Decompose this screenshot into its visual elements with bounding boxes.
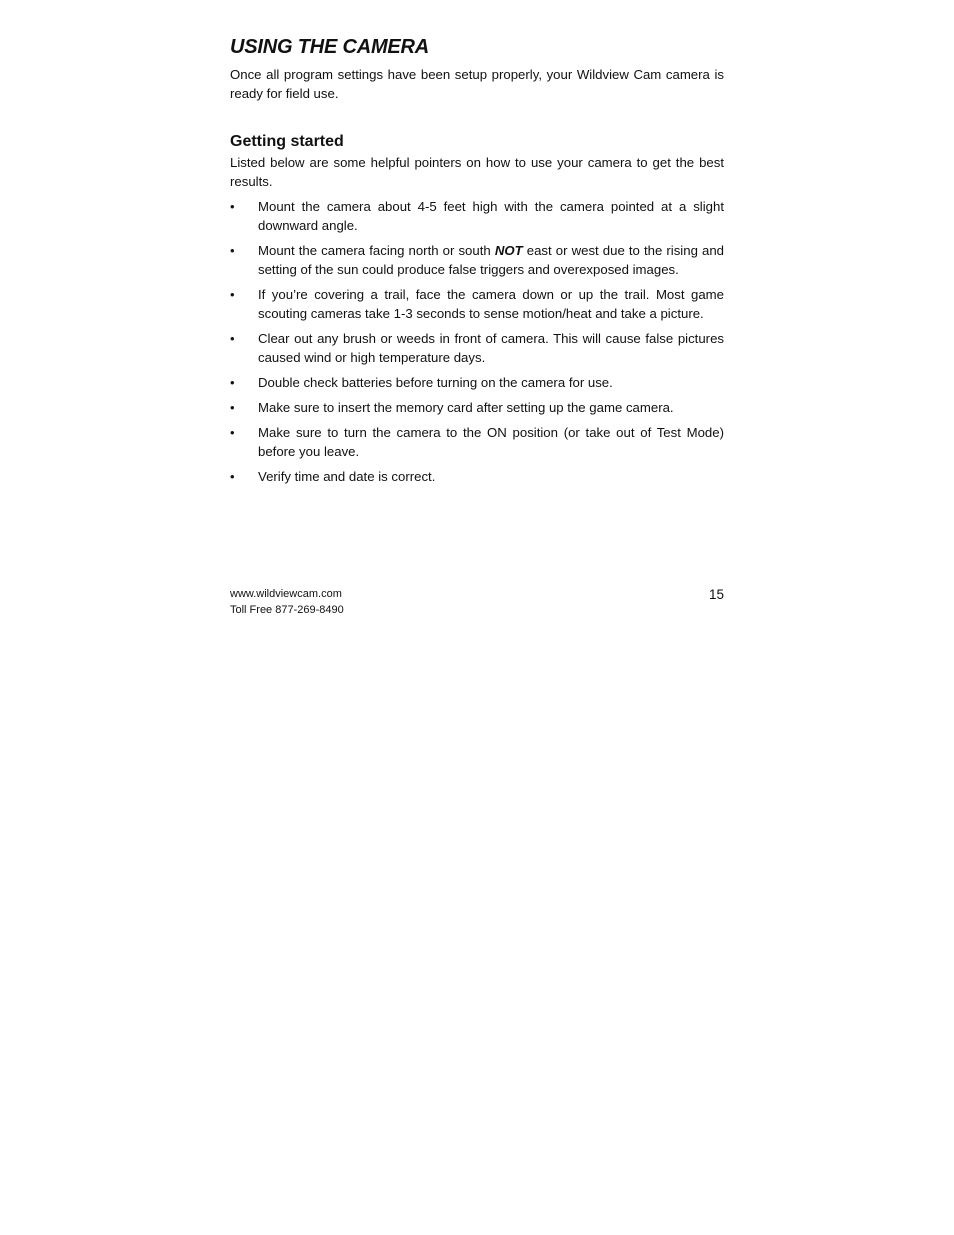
list-item <box>230 467 724 486</box>
tips-list <box>230 197 724 486</box>
list-item-text: Verify time and date is correct. <box>258 469 436 484</box>
list-item-text: Make sure to turn the camera to the ON position (or take out of Test Mode) before you leave. <box>258 425 724 459</box>
list-item-text-before: Mount the camera facing north or south <box>258 243 495 258</box>
footer-phone: Toll Free 877-269-8490 <box>230 604 344 616</box>
page-number: 15 <box>708 587 724 602</box>
list-item <box>230 285 724 323</box>
bullet-icon: • <box>230 243 235 258</box>
list-item-text: Make sure to insert the memory card after setting up the game camera. <box>258 400 674 415</box>
bullet-icon: • <box>230 287 235 302</box>
list-item-text: If you’re covering a trail, face the camera down or up the trail. Most game scouting cameras take 1-3 seconds to sense motion/heat and take a picture. <box>258 287 724 321</box>
footer-website: www.wildviewcam.com <box>230 588 342 600</box>
page-footer <box>230 586 724 618</box>
list-item-text: Clear out any brush or weeds in front of camera. This will cause false pictures caused wind or high temperature days. <box>258 331 724 365</box>
page-content <box>230 36 724 492</box>
section-title: Getting started <box>230 133 344 150</box>
bullet-icon: • <box>230 400 235 415</box>
bullet-icon: • <box>230 425 235 440</box>
list-item-text-after: east or west due to the rising and setting of the sun could produce false triggers and overexposed images. <box>258 243 725 277</box>
list-item <box>230 398 724 417</box>
list-item <box>230 241 724 279</box>
page-heading: USING THE CAMERA <box>230 36 430 58</box>
list-item <box>230 197 724 235</box>
list-item <box>230 423 724 461</box>
bullet-icon: • <box>230 375 235 390</box>
section-lead: Listed below are some helpful pointers on how to use your camera to get the best results. <box>230 155 724 189</box>
bullet-icon: • <box>230 199 235 214</box>
list-item <box>230 373 724 392</box>
bullet-icon: • <box>230 469 235 484</box>
intro-paragraph: Once all program settings have been setup properly, your Wildview Cam camera is ready for field use. <box>230 67 724 101</box>
emphasis-not: NOT <box>494 243 523 258</box>
list-item-text: Double check batteries before turning on the camera for use. <box>258 375 613 390</box>
bullet-icon: • <box>230 331 235 346</box>
list-item-text: Mount the camera about 4-5 feet high with the camera pointed at a slight downward angle. <box>258 199 724 233</box>
list-item <box>230 329 724 367</box>
